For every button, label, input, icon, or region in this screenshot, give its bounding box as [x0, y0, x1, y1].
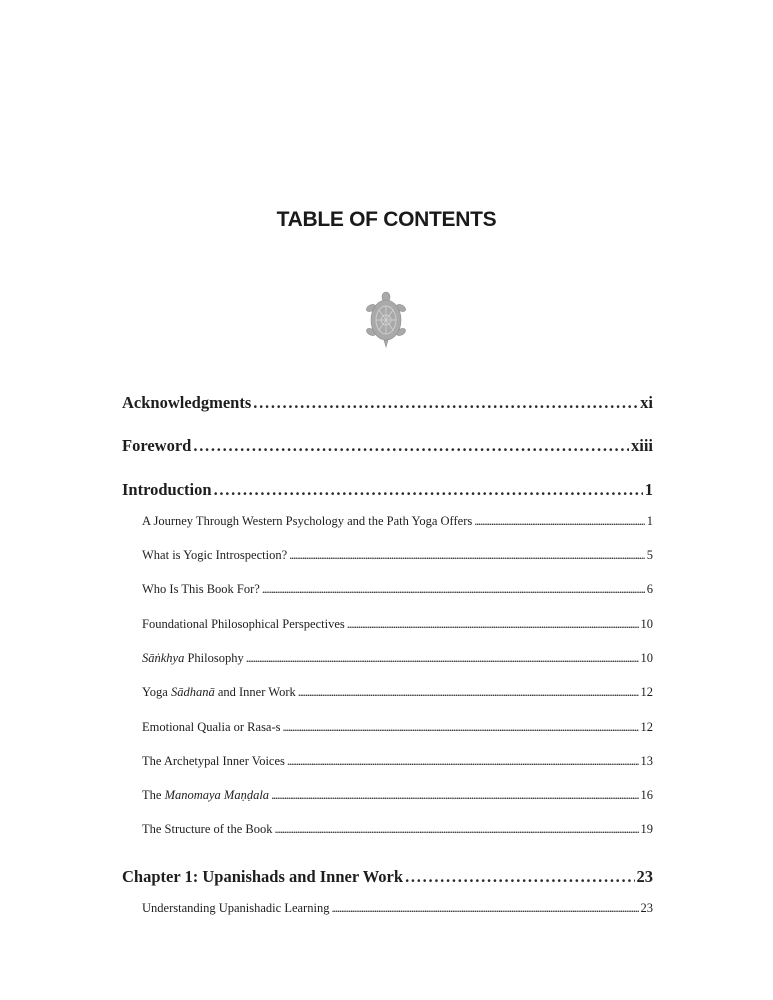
toc-entry-structure[interactable]: [142, 822, 653, 837]
toc-entry-title: [142, 651, 244, 666]
toc-entry-introduction[interactable]: [122, 480, 653, 500]
toc-entry-title: Emotional Qualia or Rasa-s: [142, 720, 281, 734]
toc-entry-chapter-1[interactable]: [122, 867, 653, 887]
toc-entry-title: Understanding Upanishadic Learning: [142, 901, 330, 915]
toc-entry-title: The Archetypal Inner Voices: [142, 754, 285, 768]
tortoise-emblem-icon: [364, 290, 408, 348]
toc-entry-page: 13: [640, 754, 653, 768]
toc-entry-title: What is Yogic Introspection?: [142, 548, 288, 562]
toc-entry-title: Acknowledgments: [122, 393, 252, 412]
dot-leader: [275, 822, 639, 837]
toc-entry-foreword[interactable]: [122, 436, 653, 456]
dot-leader: [262, 582, 645, 597]
dot-leader: [347, 617, 639, 632]
toc-entry-upanishadic-learning[interactable]: [142, 901, 653, 916]
toc-entry-title-italic: Sāṅkhya: [142, 651, 185, 665]
toc-entry-archetypal-voices[interactable]: [142, 754, 653, 769]
page-title: TABLE OF CONTENTS: [276, 208, 497, 231]
dot-leader: [214, 480, 643, 500]
dot-leader: [289, 548, 645, 563]
dot-leader: [298, 685, 639, 700]
toc-entry-page: 5: [646, 548, 653, 562]
toc-entry-title: Introduction: [122, 480, 212, 499]
toc-entry-title-italic: Sādhanā: [170, 685, 215, 699]
toc-entry-page: 10: [640, 617, 653, 631]
toc-entry-title: Foreword: [122, 436, 192, 455]
toc-entry-sankhya-philosophy[interactable]: [142, 651, 653, 666]
toc-entry-title-pre: Yoga: [142, 685, 171, 699]
toc-entry-page: 1: [644, 480, 653, 499]
toc-entry-title-rest: Philosophy: [184, 651, 244, 665]
toc-entry-page: xi: [640, 393, 653, 412]
toc-entry-title: Who Is This Book For?: [142, 582, 260, 596]
toc-entry-emotional-qualia[interactable]: [142, 720, 653, 735]
toc-entry-acknowledgments[interactable]: [122, 393, 653, 413]
dot-leader: [405, 867, 634, 887]
toc-entry-page: 23: [636, 867, 653, 886]
dot-leader: [474, 514, 645, 529]
toc-entry-page: 23: [640, 901, 653, 915]
dot-leader: [246, 651, 639, 666]
dot-leader: [283, 720, 639, 735]
toc-entry-yoga-sadhana[interactable]: [142, 685, 653, 700]
toc-entry-title: The Structure of the Book: [142, 822, 273, 836]
toc-entry-title-rest: and Inner Work: [214, 685, 296, 699]
toc-entry-title: Chapter 1: Upanishads and Inner Work: [122, 867, 404, 886]
dot-leader: [271, 788, 638, 803]
toc-entry-who-for[interactable]: [142, 582, 653, 597]
toc-entry-page: 10: [640, 651, 653, 665]
dot-leader: [287, 754, 639, 769]
toc-entry-page: xiii: [630, 436, 653, 455]
toc-entry-title: [142, 788, 269, 803]
toc-entry-foundational-perspectives[interactable]: [142, 617, 653, 632]
toc-entry-title: [142, 685, 296, 700]
toc-entry-page: 6: [646, 582, 653, 596]
toc-entry-yogic-introspection[interactable]: [142, 548, 653, 563]
toc-entry-page: 19: [640, 822, 653, 836]
toc-entry-page: 16: [640, 788, 653, 802]
toc-entry-title-pre: The: [142, 788, 165, 802]
dot-leader: [193, 436, 629, 456]
toc-entry-title-italic: Manomaya Maṇḍala: [164, 788, 270, 802]
toc-entry-page: 12: [640, 720, 653, 734]
dot-leader: [331, 901, 638, 916]
toc-entry-page: 12: [640, 685, 653, 699]
toc-entry-manomaya-mandala[interactable]: [142, 788, 653, 803]
toc-entry-title: A Journey Through Western Psychology and the Path Yoga Offers: [142, 514, 473, 528]
toc-entry-title: Foundational Philosophical Perspectives: [142, 617, 345, 631]
toc-entry-journey[interactable]: [142, 514, 653, 529]
dot-leader: [253, 393, 638, 413]
toc-entry-page: 1: [646, 514, 653, 528]
